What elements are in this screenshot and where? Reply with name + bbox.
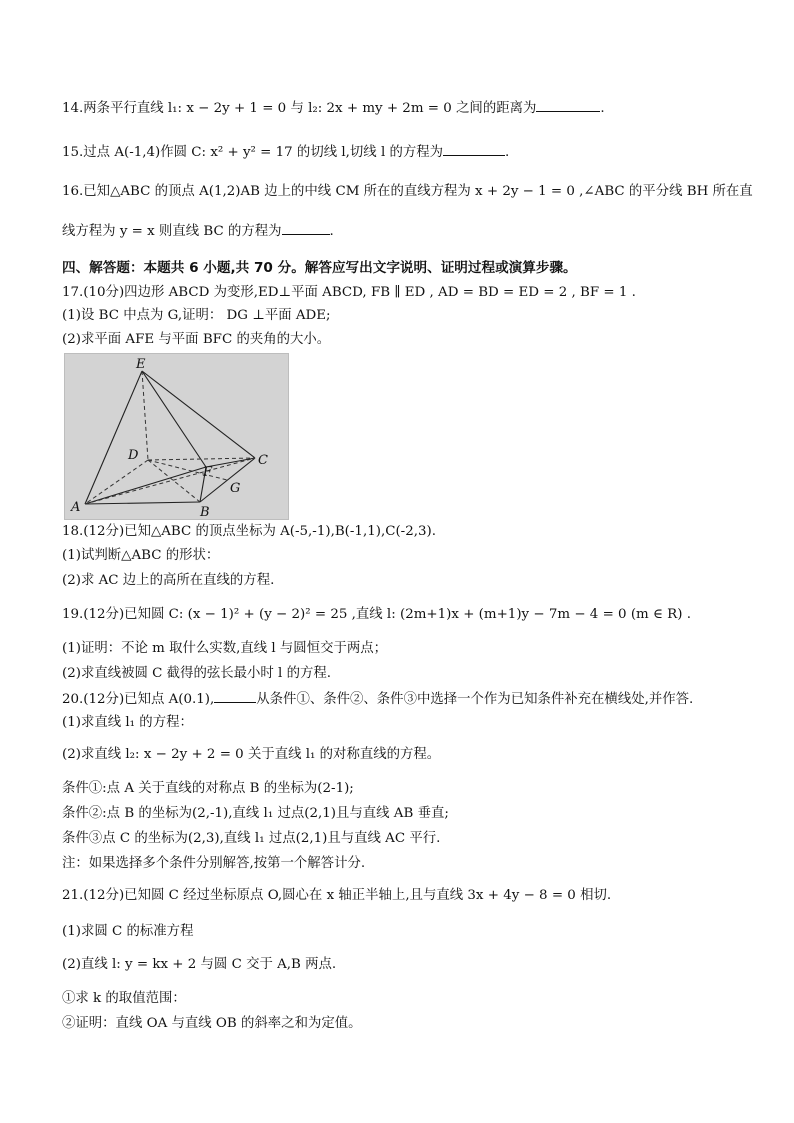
q20-condition3: 条件③点 C 的坐标为(2,3),直线 l₁ 过点(2,1)且与直线 AC 平行.	[62, 831, 441, 846]
question-16-line2	[62, 222, 754, 241]
q20-stem	[62, 690, 754, 709]
q15-end: .	[505, 145, 510, 160]
q19-stem: 19.(12分)已知圆 C: (x − 1)² + (y − 2)² = 25 ,直线 l: (2m+1)x + (m+1)y − 7m − 4 = 0 (m ∈ R) .	[62, 607, 691, 622]
q19-part2: (2)求直线被圆 C 截得的弦长最小时 l 的方程.	[62, 666, 332, 681]
q21-stem: 21.(12分)已知圆 C 经过坐标原点 O,圆心在 x 轴正半轴上,且与直线 3x + 4y − 8 = 0 相切.	[62, 888, 612, 903]
q18-stem: 18.(12分)已知△ABC 的顶点坐标为 A(-5,-1),B(-1,1),C(-2,3).	[62, 524, 436, 539]
label-G: G	[230, 481, 241, 496]
q16-line2-text: 线方程为 y = x 则直线 BC 的方程为	[62, 224, 282, 239]
q17-stem: 17.(10分)四边形 ABCD 为变形,ED⊥平面 ABCD, FB ∥ ED , AD = BD = ED = 2 , BF = 1 .	[62, 285, 636, 300]
section-heading: 四、解答题：本题共 6 小题,共 70 分。解答应写出文字说明、证明过程或演算步骤。	[62, 260, 577, 276]
q20-note: 注：如果选择多个条件分别解答,按第一个解答计分.	[62, 856, 366, 871]
pyramid-diagram	[65, 354, 288, 519]
edge-DB	[148, 460, 200, 502]
q16-answer-blank[interactable]	[282, 222, 330, 235]
edge-EC	[142, 371, 255, 458]
q18-part1: (1)试判断△ABC 的形状：	[62, 548, 220, 563]
q19-part1: (1)证明：不论 m 取什么实数,直线 l 与圆恒交于两点；	[62, 641, 388, 656]
question-16-line1	[62, 183, 754, 201]
q20-condition2: 条件②:点 B 的坐标为(2,-1),直线 l₁ 过点(2,1)且与直线 AB 垂直;	[62, 806, 449, 821]
q15-text: 15.过点 A(-1,4)作圆 C: x² + y² = 17 的切线 l,切线 l 的方程为	[62, 145, 444, 160]
q14-answer-blank[interactable]	[536, 99, 600, 112]
edge-AF	[85, 467, 206, 504]
q21-sub1: ①求 k 的取值范围：	[62, 991, 186, 1006]
label-B: B	[200, 505, 210, 519]
q16-line1-text: 16.已知△ABC 的顶点 A(1,2)AB 边上的中线 CM 所在的直线方程为 x + 2y − 1 = 0 ,∠ABC 的平分线 BH 所在直	[62, 184, 753, 199]
q20-stem-b: 从条件①、条件②、条件③中选择一个作为已知条件补充在横线处,并作答.	[256, 692, 694, 707]
q14-text: 14.两条平行直线 l₁: x − 2y + 1 = 0 与 l₂: 2x + my + 2m = 0 之间的距离为	[62, 101, 537, 116]
label-A: A	[71, 500, 81, 515]
q21-part1: (1)求圆 C 的标准方程	[62, 924, 194, 939]
label-F: F	[203, 465, 213, 480]
q17-geometry-figure	[64, 353, 289, 520]
q21-part2: (2)直线 l: y = kx + 2 与圆 C 交于 A,B 两点.	[62, 957, 337, 972]
edge-AB	[85, 502, 200, 504]
label-C: C	[258, 453, 268, 468]
q20-condition-blank[interactable]	[214, 690, 256, 703]
q20-part1: (1)求直线 l₁ 的方程：	[62, 715, 193, 730]
q14-end: .	[600, 101, 605, 116]
q16-end: .	[329, 224, 334, 239]
q15-answer-blank[interactable]	[443, 143, 505, 156]
question-15	[62, 143, 754, 162]
edge-FC	[206, 458, 255, 467]
q20-condition1: 条件①:点 A 关于直线的对称点 B 的坐标为(2-1);	[62, 781, 354, 796]
q20-part2: (2)求直线 l₂: x − 2y + 2 = 0 关于直线 l₁ 的对称直线的方程。	[62, 747, 441, 762]
label-E: E	[136, 357, 146, 372]
question-14	[62, 99, 754, 118]
edge-EF	[142, 371, 206, 467]
edge-ED	[142, 371, 148, 460]
q18-part2: (2)求 AC 边上的高所在直线的方程.	[62, 573, 275, 588]
q20-stem-a: 20.(12分)已知点 A(0.1),	[62, 692, 215, 707]
label-D: D	[128, 448, 139, 463]
q17-part1: (1)设 BC 中点为 G,证明： DG ⊥平面 ADE;	[62, 308, 331, 323]
q21-sub2: ②证明：直线 OA 与直线 OB 的斜率之和为定值。	[62, 1016, 362, 1031]
q17-part2: (2)求平面 AFE 与平面 BFC 的夹角的大小。	[62, 332, 331, 347]
